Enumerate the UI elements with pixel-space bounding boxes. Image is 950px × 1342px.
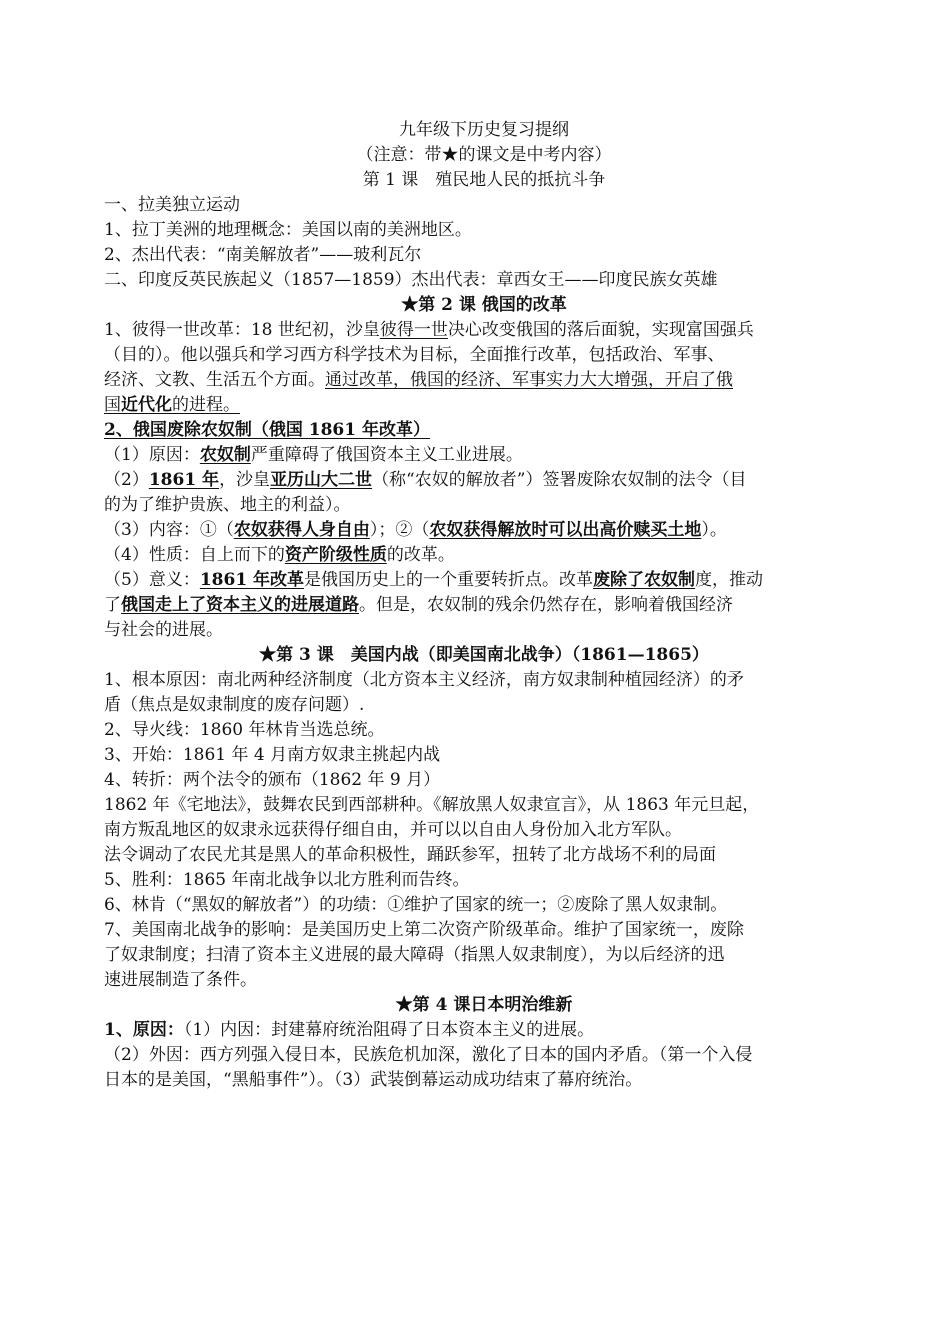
key-term: 农奴制 xyxy=(199,445,251,465)
lesson1-line: 1、拉丁美洲的地理概念：美国以南的美洲地区。 xyxy=(104,220,472,240)
lesson1-line: 一、拉美独立运动 xyxy=(104,195,240,215)
text-run: 了 xyxy=(104,595,121,615)
text-run: ）。 xyxy=(701,520,727,540)
lesson3-line: 1862 年《宅地法》，鼓舞农民到西部耕种。《解放黑人奴隶宣言》，从 1863 年元旦起， xyxy=(104,795,760,815)
text-run: 经济、文教、生活五个方面。 xyxy=(104,370,325,390)
lesson1-title: 第 1 课 殖民地人民的抵抗斗争 xyxy=(362,170,606,190)
text-run: （称“农奴的解放者”）签署废除农奴制的法令（目 xyxy=(372,470,747,490)
text-run: （3）内容：①（ xyxy=(104,520,234,540)
lesson2-item xyxy=(104,443,864,468)
lesson3-title xyxy=(104,643,864,668)
lesson3-line: 南方叛乱地区的奴隶永远获得仔细自由，并可以以自由人身份加入北方军队。 xyxy=(104,820,682,840)
text-run: 美国南北战争 xyxy=(452,645,555,665)
lesson3-line: 2、导火线：1860 年林肯当选总统。 xyxy=(104,720,385,740)
lesson3-line: 法令调动了农民尤其是黑人的革命积极性，踊跃参军，扭转了北方战场不利的局面 xyxy=(104,845,716,865)
key-term: 农奴获得人身自由 xyxy=(233,520,370,540)
lesson3-line: 盾（焦点是奴隶制度的废存问题）. xyxy=(104,695,365,715)
key-term: 亚历山大二世 xyxy=(270,470,373,490)
lesson2-item: 与社会的进展。 xyxy=(104,620,223,640)
text-run: （4）性质：自上而下的 xyxy=(104,545,285,565)
lesson2-title: ★第 2 课 俄国的改革 xyxy=(401,295,567,315)
lesson2-item xyxy=(104,568,864,593)
lesson4-title: ★第 4 课日本明治维新 xyxy=(395,995,573,1015)
text-run: 严重障碍了俄国资本主义工业进展。 xyxy=(250,445,523,465)
underlined-text: 的进程。 xyxy=(172,395,240,415)
underlined-text: 国 xyxy=(104,395,121,415)
key-term: 农奴获得解放时可以出高价赎买土地 xyxy=(429,520,702,540)
lesson2-paragraph xyxy=(104,318,864,343)
lesson2-item xyxy=(104,518,864,543)
lesson3-line: 4、转折：两个法令的颁布（1862 年 9 月） xyxy=(104,770,441,790)
lesson3-line: 1、根本原因：南北两种经济制度（北方资本主义经济，南方奴隶制种植园经济）的矛 xyxy=(104,670,744,690)
text-run: （1）原因： xyxy=(104,445,200,465)
lesson1-line: 2、杰出代表：“南美解放者”——玻利瓦尔 xyxy=(104,245,422,265)
text-run: 是俄国历史上的一个重要转折点。改革 xyxy=(304,570,594,590)
lesson2-section-title: 2、俄国废除农奴制（俄国 1861 年改革） xyxy=(104,420,430,440)
lesson2-paragraph xyxy=(104,393,864,418)
text-run: 。但是，农奴制的残余仍然存在，影响着俄国经济 xyxy=(359,595,733,615)
bold-text: 1、原因： xyxy=(104,1020,184,1040)
text-run: ★第 3 课 美国内战（即 xyxy=(259,645,453,665)
lesson3-line: 7、美国南北战争的影响：是美国历史上第二次资产阶级革命。维护了国家统一，废除 xyxy=(104,920,744,940)
key-term: 资产阶级性质 xyxy=(284,545,387,565)
lesson4-line: 日本的是美国，“黑船事件”）。（3）武装倒幕运动成功结束了幕府统治。 xyxy=(104,1070,643,1090)
key-term: 俄国走上了资本主义的进展道路 xyxy=(121,595,359,615)
text-run: 决心改变俄国的落后面貌，实现富国强兵 xyxy=(447,320,754,340)
key-term: 1861 年 xyxy=(148,470,220,490)
key-term: 废除了农奴制 xyxy=(593,570,696,590)
lesson3-line: 5、胜利：1865 年南北战争以北方胜利而告终。 xyxy=(104,870,470,890)
text-run: 度，推动 xyxy=(695,570,764,590)
key-term: 近代化 xyxy=(121,395,172,415)
lesson4-line xyxy=(104,1018,864,1043)
lesson2-paragraph xyxy=(104,368,864,393)
underlined-text: 彼得一世 xyxy=(379,320,448,340)
text-run: （1）内因：封建幕府统治阻碍了日本资本主义的进展。 xyxy=(183,1020,595,1040)
lesson2-item: 的为了维护贵族、地主的利益）。 xyxy=(104,495,351,515)
key-term: 1861 年改革 xyxy=(199,570,305,590)
lesson2-item xyxy=(104,543,864,568)
doc-title: 九年级下历史复习提纲 xyxy=(399,120,569,140)
text-run: （2） xyxy=(104,470,149,490)
text-run: 的改革。 xyxy=(386,545,455,565)
doc-note: （注意：带★的课文是中考内容） xyxy=(356,145,612,165)
text-run: ，沙皇 xyxy=(219,470,271,490)
lesson3-line: 3、开始：1861 年 4 月南方奴隶主挑起内战 xyxy=(104,745,441,765)
text-run: 1、彼得一世改革：18 世纪初，沙皇 xyxy=(104,320,380,340)
lesson2-paragraph: （目的）。他以强兵和学习西方科学技术为目标，全面推行改革，包括政治、军事、 xyxy=(104,345,725,365)
lesson1-line: 二、印度反英民族起义（1857—1859）杰出代表：章西女王——印度民族女英雄 xyxy=(104,270,718,290)
lesson2-item xyxy=(104,593,864,618)
lesson3-line: 了奴隶制度；扫清了资本主义进展的最大障碍（指黑人奴隶制度），为以后经济的迅 xyxy=(104,945,725,965)
lesson4-line: （2）外因：西方列强入侵日本，民族危机加深，激化了日本的国内矛盾。（第一个入侵 xyxy=(104,1045,753,1065)
lesson3-line: 6、林肯（“黑奴的解放者”）的功绩：①维护了国家的统一；②废除了黑人奴隶制。 xyxy=(104,895,728,915)
text-run: （5）意义： xyxy=(104,570,200,590)
underlined-text: 通过改革，俄国的经济、军事实力大大增强，开启了俄 xyxy=(325,370,733,390)
lesson2-item xyxy=(104,468,864,493)
text-run: ）（1861—1865） xyxy=(554,645,709,665)
lesson3-line: 速进展制造了条件。 xyxy=(104,970,257,990)
document-page xyxy=(104,118,864,1093)
text-run: ）；②（ xyxy=(369,520,430,540)
